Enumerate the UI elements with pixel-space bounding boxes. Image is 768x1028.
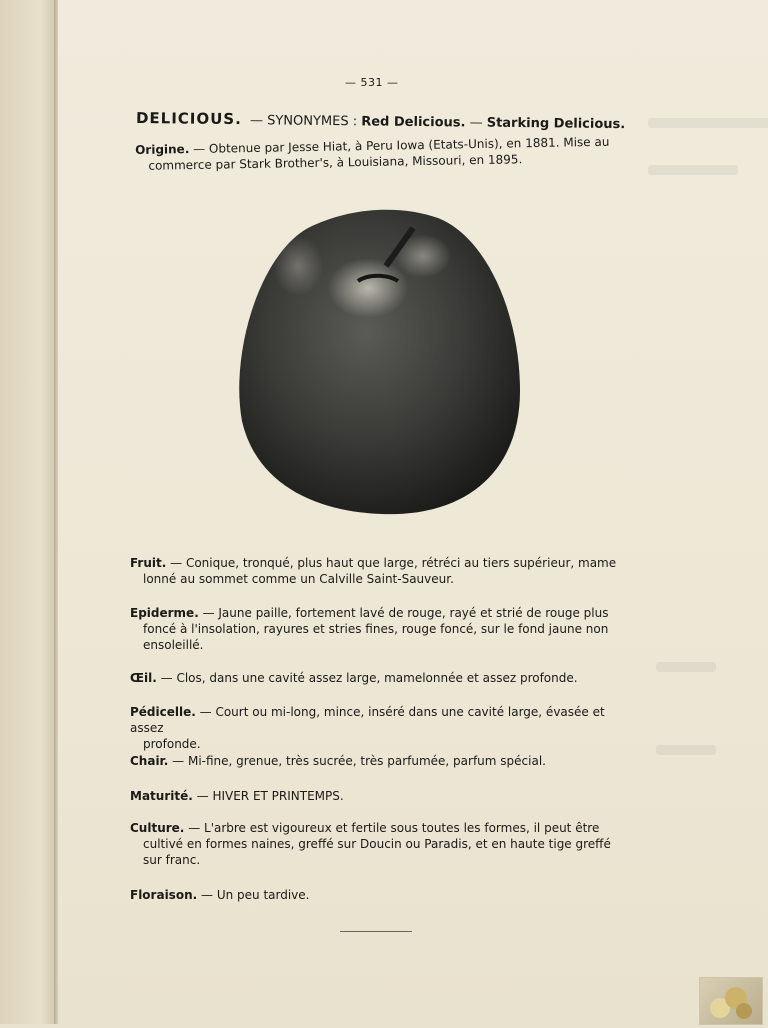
- section-floraison: [130, 887, 622, 903]
- synonym-1: Red Delicious.: [361, 114, 466, 131]
- variety-name: DELICIOUS.: [135, 109, 242, 129]
- section-label: Fruit.: [130, 556, 167, 570]
- section-fruit: [130, 555, 622, 587]
- section-line: profonde.: [143, 737, 201, 751]
- section-line: — Conique, tronqué, plus haut que large, rétréci au tiers supérieur, mame: [170, 556, 617, 570]
- section-epiderme: [130, 605, 622, 653]
- show-through-mark: [656, 745, 716, 755]
- closing-rule: [340, 931, 412, 932]
- section-line: — Mi-fine, grenue, très sucrée, très parfumée, parfum spécial.: [172, 754, 546, 768]
- section-label: Culture.: [130, 821, 185, 835]
- section-line: — Un peu tardive.: [201, 888, 310, 902]
- corner-thumbnail: [699, 977, 763, 1025]
- show-through-mark: [648, 118, 768, 128]
- left-page-edge: [0, 0, 58, 1024]
- section-line: foncé à l'insolation, rayures et stries fines, rouge foncé, sur le fond jaune non: [143, 622, 609, 636]
- thumbnail-icon: [700, 978, 762, 1024]
- apple-image: [238, 206, 522, 516]
- show-through-mark: [656, 662, 716, 672]
- section-label: Epiderme.: [130, 606, 199, 620]
- synonym-2: Starking Delicious.: [486, 115, 626, 133]
- section-line: ensoleillé.: [143, 638, 204, 652]
- section-line: — HIVER ET PRINTEMPS.: [196, 789, 344, 803]
- synonym-dash: —: [469, 115, 483, 131]
- apple-photograph: [238, 206, 522, 516]
- origin-line-1: — Obtenue par Jesse Hiat, à Peru Iowa (Etats-Unis), en 1881. Mise au: [193, 134, 610, 156]
- show-through-mark: [648, 165, 738, 175]
- origin-line-2: commerce par Stark Brother's, à Louisiana, Missouri, en 1895.: [148, 152, 523, 173]
- section-culture: [130, 820, 622, 868]
- section-oeil: [130, 670, 622, 686]
- section-line: — Clos, dans une cavité assez large, mamelonnée et assez profonde.: [160, 671, 578, 685]
- section-label: Œil.: [130, 671, 157, 685]
- section-label: Maturité.: [130, 789, 193, 803]
- section-line: sur franc.: [143, 853, 201, 867]
- section-line: — L'arbre est vigoureux et fertile sous toutes les formes, il peut être: [188, 821, 600, 835]
- section-line: — Court ou mi-long, mince, inséré dans une cavité large, évasée et assez: [130, 705, 605, 735]
- section-chair: [130, 753, 622, 769]
- section-line: — Jaune paille, fortement lavé de rouge, rayé et strié de rouge plus: [202, 606, 609, 620]
- section-label: Pédicelle.: [130, 705, 196, 719]
- section-line: lonné au sommet comme un Calville Saint-Sauveur.: [143, 572, 454, 586]
- synonyms-label: — SYNONYMES :: [249, 113, 358, 130]
- section-pedicelle: [130, 704, 622, 752]
- section-label: Floraison.: [130, 888, 198, 902]
- section-line: cultivé en formes naines, greffé sur Doucin ou Paradis, et en haute tige greffé: [143, 837, 611, 851]
- origin-label: Origine.: [135, 142, 190, 157]
- section-label: Chair.: [130, 754, 169, 768]
- page-number: — 531 —: [345, 76, 399, 89]
- section-maturite: [130, 788, 622, 804]
